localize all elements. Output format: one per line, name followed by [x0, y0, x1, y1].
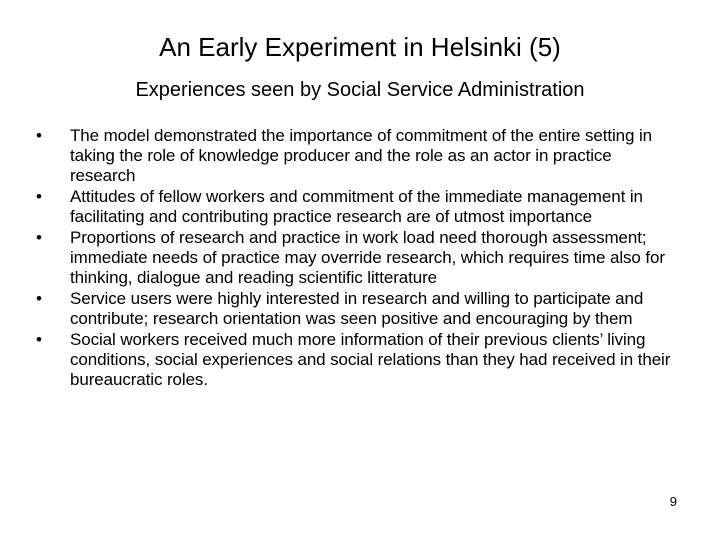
bullet-item	[36, 187, 676, 227]
bullet-text: Proportions of research and practice in work load need thorough assessment; immediate needs of practice may override research, which requires time also for thinking, dialogue and reading scientific litterature	[70, 228, 665, 287]
slide-title: An Early Experiment in Helsinki (5)	[159, 32, 561, 62]
bullet-dot-icon: •	[36, 289, 42, 308]
bullet-item	[36, 228, 676, 288]
bullet-item	[36, 126, 676, 186]
bullet-text: Social workers received much more information of their previous clients’ living conditions, social experiences and social relations than they had received in their bureaucratic roles.	[70, 330, 671, 389]
slide-subtitle: Experiences seen by Social Service Administration	[135, 79, 585, 101]
bullet-text: The model demonstrated the importance of commitment of the entire setting in taking the role of knowledge producer and the role as an actor in practice research	[70, 126, 653, 185]
bullet-item	[36, 330, 676, 390]
bullet-text: Service users were highly interested in research and willing to participate and contribute; research orientation was seen positive and encouraging by them	[70, 289, 644, 328]
bullet-dot-icon: •	[36, 228, 42, 247]
bullet-dot-icon: •	[36, 126, 42, 145]
bullet-dot-icon: •	[36, 330, 42, 349]
bullet-item	[36, 289, 676, 329]
bullet-list	[36, 126, 676, 390]
slide-number: 9	[669, 494, 677, 509]
bullet-text: Attitudes of fellow workers and commitment of the immediate management in facilitating and contributing practice research are of utmost importance	[70, 187, 643, 226]
bullet-dot-icon: •	[36, 187, 42, 206]
